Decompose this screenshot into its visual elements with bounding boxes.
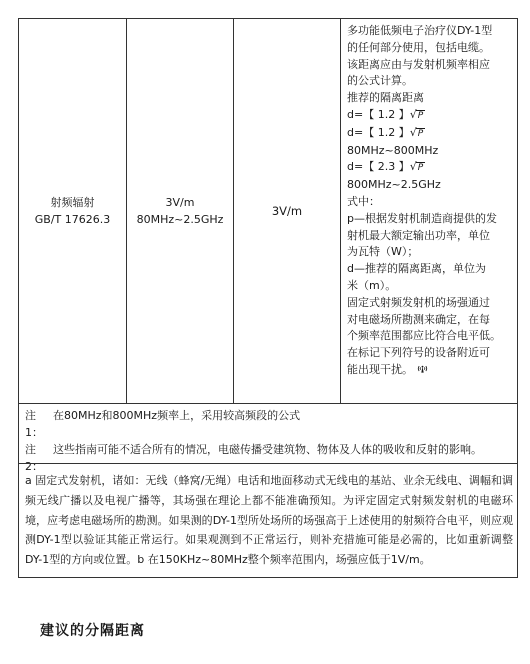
guidance-line: 在标记下列符号的设备附近可 [347, 346, 490, 360]
compliance-level: 3V/m [271, 203, 303, 218]
guidance-cell [341, 19, 517, 403]
guidance-line: 式中： [347, 194, 380, 208]
guidance-line: 个频率范围都应比符合电平低。 [347, 329, 501, 343]
guidance-line: 固定式射频发射机的场强通过 [347, 295, 490, 309]
notes-section [25, 407, 511, 475]
test-range: 80MHz~2.5GHz [136, 213, 224, 226]
formula-2: d=【 1.2 】√P [347, 125, 424, 139]
guidance-line: 该距离应由与发射机频率相应 [347, 57, 490, 71]
formula-arg: P [417, 163, 424, 174]
compliance-cell [234, 19, 341, 403]
phenomenon-cell [19, 19, 127, 403]
row-divider [19, 403, 517, 404]
guidance-line: 的公式计算。 [347, 74, 413, 88]
formula-1: d=【 1.2 】√P [347, 107, 424, 121]
formula-arg: P [417, 110, 424, 121]
phenomenon-label: 射频辐射 [50, 196, 95, 209]
test-level: 3V/m [165, 196, 195, 209]
guidance-line: 对电磁场所勘测来确定，在每 [347, 312, 490, 326]
note-1: 注1： 在80MHz和800MHz频率上，采用较高频段的公式 [25, 409, 301, 439]
guidance-line: 多功能低频电子治疗仪DY-1型 [347, 24, 493, 37]
emc-table [18, 18, 518, 578]
guidance-line: 的任何部分使用，包括电缆。 [347, 40, 490, 54]
guidance-line: 推荐的隔离距离 [347, 91, 424, 105]
guidance-line: 米（m）。 [347, 278, 397, 292]
formula-3: d=【 2.3 】√P [347, 160, 424, 174]
non-ionizing-radiation-icon [417, 363, 428, 374]
guidance-line: 能出现干扰。 [347, 362, 513, 379]
formula-arg: P [417, 128, 424, 139]
test-level-cell [127, 19, 234, 403]
guidance-line: 射机最大额定输出功率，单位 [347, 228, 490, 242]
section-heading: 建议的分隔距离 [40, 623, 145, 639]
footnote-paragraph: a 固定式发射机，诸如：无线（蜂窝/无绳）电话和地面移动式无线电的基站、业余无线电、调幅和调频无线广播以及电视广播等，其场强在理论上都不能准确预知。为评定固定式射频发射机的电磁环境，应考虑电磁场所的勘测。如果测的DY-1型所处场所的场强高于上述使用的射频符合电平，则应观测DY-1型以验证其能正常运行。如果观测到不正常运行，则补充措施可能是必需的，比如重新调整DY-1型的方向或位置。b 在150KHz~80MHz整个频率范围内，场强应低于1V/m。 [25, 474, 513, 567]
guidance-line: p—根据发射机制造商提供的发 [347, 211, 497, 225]
standard-label: GB/T 17626.3 [34, 213, 111, 226]
row-divider [19, 463, 517, 464]
note-2: 注2： 这些指南可能不适合所有的情况，电磁传播受建筑物、物体及人体的吸收和反射的影响。 [25, 443, 482, 473]
formula-range: 800MHz~2.5GHz [347, 178, 441, 192]
table-row [19, 19, 517, 403]
formula-range: 80MHz~800MHz [347, 143, 439, 157]
guidance-line: 为瓦特（W）； [347, 245, 419, 259]
guidance-line: d—推荐的隔离距离，单位为 [347, 262, 486, 276]
